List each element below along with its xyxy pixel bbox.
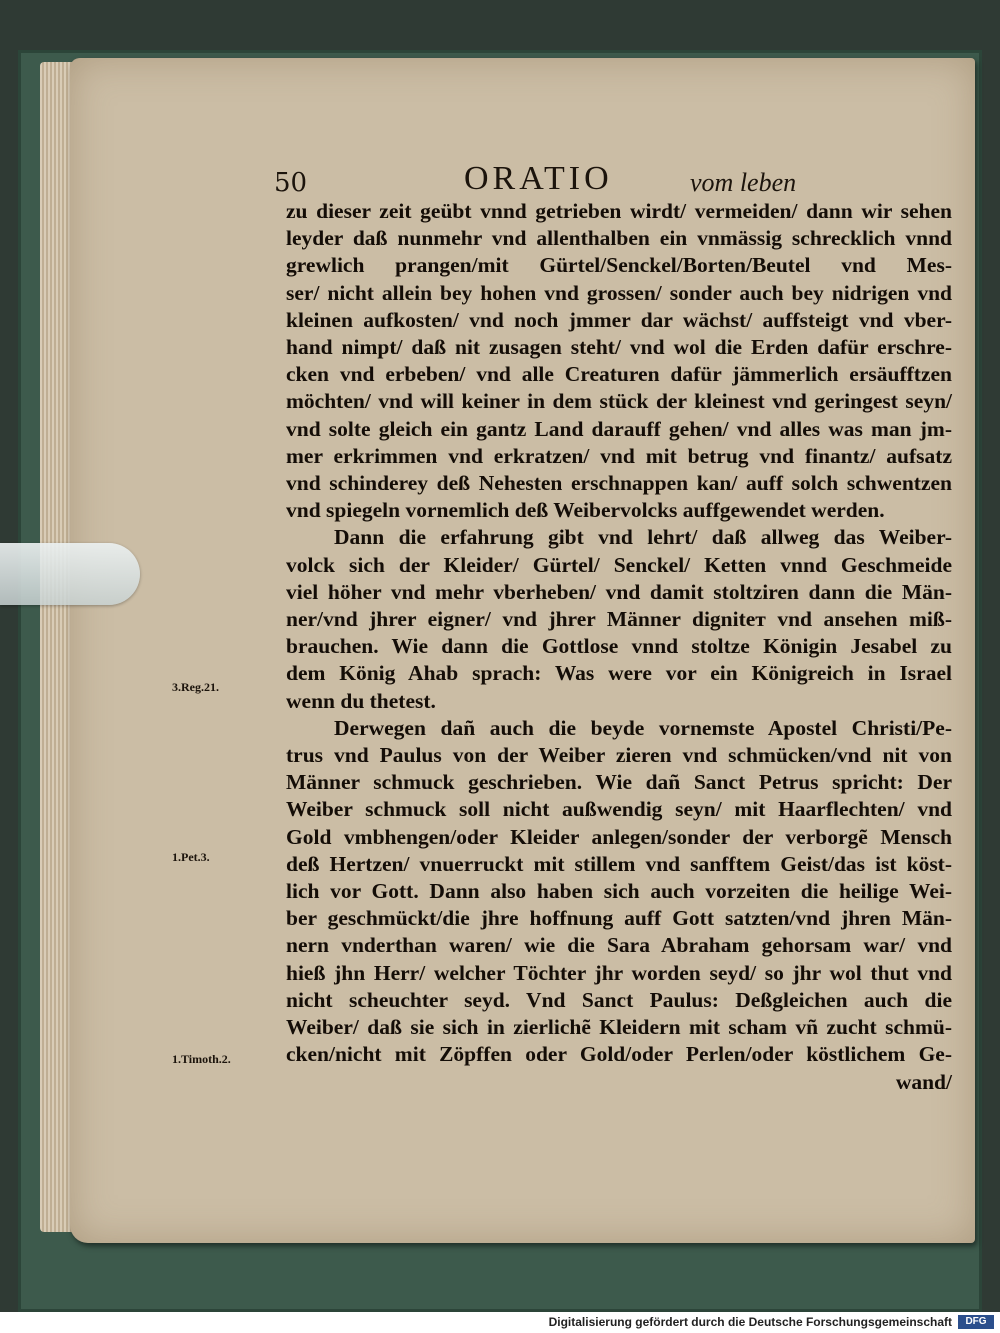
text-line: trus vnd Paulus von der Weiber zieren vnd schmücken/vnd nit von xyxy=(286,743,952,768)
paragraph-start-line: Derwegen dañ auch die beyde vornemste Apostel Christi/Pe- xyxy=(334,715,952,740)
funding-credit: Digitalisierung gefördert durch die Deutsche Forschungsgemeinschaft xyxy=(548,1315,952,1329)
text-line: ber geschmückt/die jhre hoffnung auff Gott satzten/vnd jhren Män- xyxy=(286,906,952,931)
text-line: cken/nicht mit Zöpffen oder Gold/oder Perlen/oder köstlichem Ge- xyxy=(286,1042,952,1067)
running-title: ORATIO xyxy=(464,160,613,197)
paragraph-start-line: Dann die erfahrung gibt vnd lehrt/ daß allweg das Weiber- xyxy=(334,525,952,550)
text-line: nicht scheuchter seyd. Vnd Sanct Paulus: Deßgleichen auch die xyxy=(286,987,952,1012)
text-line: viel höher vnd mehr vberheben/ vnd damit stoltziren dann die Män- xyxy=(286,579,952,604)
text-line: Männer schmuck geschrieben. Wie dañ Sanct Petrus spricht: Der xyxy=(286,770,952,795)
text-line: ser/ nicht allein bey hohen vnd grossen/ sonder auch bey nidrigen vnd xyxy=(286,280,952,305)
text-line: ner/vnd jhrer eigner/ vnd jhrer Männer digniteт vnd ansehen miß- xyxy=(286,607,952,632)
text-line: wenn du thetest. xyxy=(286,688,436,713)
text-line: leyder daß nunmehr vnd allenthalben ein vnmässig schrecklich vnnd xyxy=(286,226,952,251)
text-line: Weiber/ daß sie sich in zierlichẽ Kleidern mit scham vñ zucht schmü- xyxy=(286,1015,952,1040)
marginal-note-reg: 3.Reg.21. xyxy=(172,680,219,694)
text-line: mer erkrimmen vnd erkratzen/ vnd mit betrug vnd finantz/ aufsatz xyxy=(286,443,952,468)
text-line: nern vnderthan waren/ wie die Sara Abraham gehorsam war/ vnd xyxy=(286,933,952,958)
text-line: dem König Ahab sprach: Was were vor ein Königreich in Israel xyxy=(286,661,952,686)
catchword-line: wand/ xyxy=(895,1069,952,1094)
text-line: grewlich prangen/mit Gürtel/Senckel/Borten/Beutel vnd Mes- xyxy=(286,253,952,278)
text-line: vnd solte gleich ein gantz Land darauff gehen/ vnd alles was man jm- xyxy=(286,416,952,441)
text-line: Gold vmbhengen/oder Kleider anlegen/sonder der verborgẽ Mensch xyxy=(286,824,952,849)
text-line: hand nimpt/ daß nit zusagen steht/ vnd wol die Erden dafür erschre- xyxy=(286,335,952,360)
page-number: 50 xyxy=(274,168,308,198)
text-line: zu dieser zeit geübt vnnd getrieben wirdt/ vermeiden/ dann wir sehen xyxy=(286,199,952,223)
text-line: volck sich der Kleider/ Gürtel/ Senckel/ Ketten vnnd Geschmeide xyxy=(286,552,952,577)
text-line: hieß jhn Herr/ welcher Töchter jhr worden seyd/ so jhr wol thut vnd xyxy=(286,960,952,985)
running-subtitle: vom leben xyxy=(690,168,797,197)
page-marker-tab xyxy=(0,543,140,605)
text-line: vnd schinderey deß Nehesten erschnappen kan/ auff solch schwentzen xyxy=(286,471,952,496)
text-line: brauchen. Wie dann die Gottlose vnnd stoltze Königin Jesabel zu xyxy=(286,634,952,659)
text-line: vnd spiegeln vornemlich deß Weibervolcks auffgewendet werden. xyxy=(286,498,885,523)
marginal-note-timoth: 1.Timoth.2. xyxy=(172,1052,231,1066)
dfg-logo-icon: DFG xyxy=(958,1315,994,1329)
page-header xyxy=(274,160,814,200)
body-text xyxy=(286,198,952,1096)
text-line: cken vnd erbeben/ vnd alle Creaturen dafür jämmerlich ersäufftzen xyxy=(286,362,952,387)
text-line: möchten/ vnd will keiner in dem stück der kleinest vnd geringest seyn/ xyxy=(286,389,952,414)
text-line: deß Hertzen/ vnuerruckt mit stillem vnd sanfftem Geist/das ist köst- xyxy=(286,851,952,876)
text-line: lich vor Gott. Dann also haben sich auch vorzeiten die heilige Wei- xyxy=(286,879,952,904)
footer-bar xyxy=(0,1312,1000,1333)
text-line: Weiber schmuck soll nicht außwendig seyn/ mit Haarflechten/ vnd xyxy=(286,797,952,822)
text-line: kleinen aufkosten/ vnd noch jmmer dar wächst/ auffsteigt vnd vber- xyxy=(286,307,952,332)
marginal-note-pet: 1.Pet.3. xyxy=(172,850,210,864)
